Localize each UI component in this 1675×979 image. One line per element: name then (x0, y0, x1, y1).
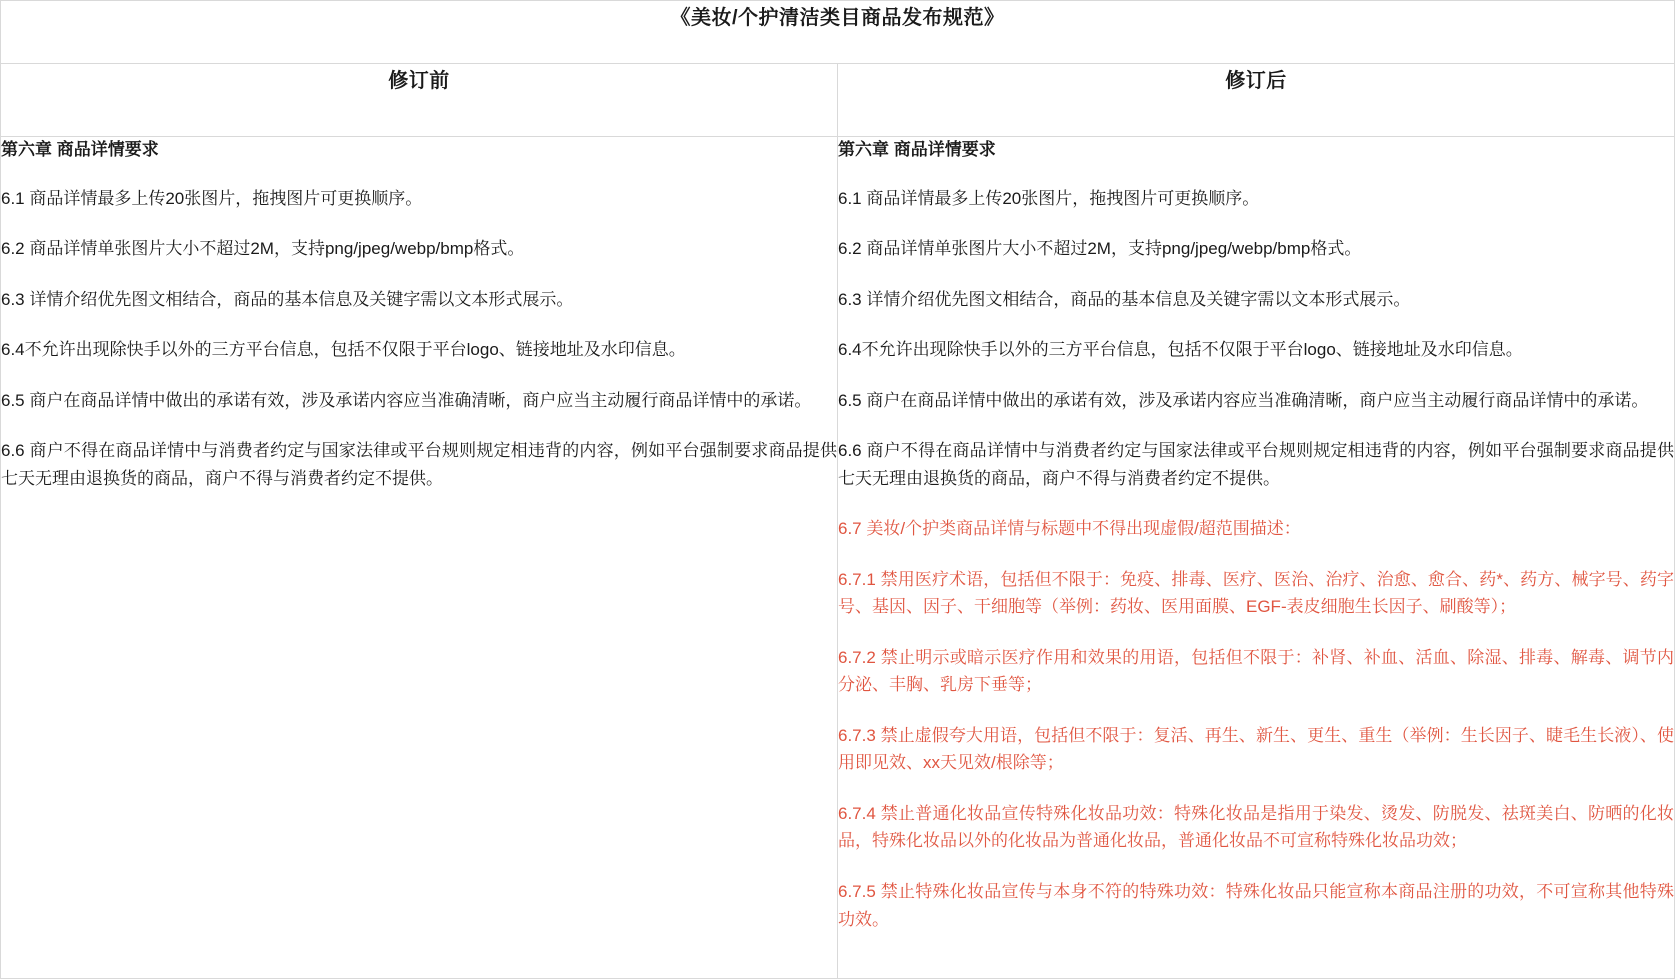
clause-6-4: 6.4不允许出现除快手以外的三方平台信息，包括不仅限于平台logo、链接地址及水印信息。 (838, 340, 1523, 360)
clause-6-3: 6.3 详情介绍优先图文相结合，商品的基本信息及关键字需以文本形式展示。 (1, 289, 574, 309)
clause-6-7-2: 6.7.2 禁止明示或暗示医疗作用和效果的用语，包括但不限于：补肾、补血、活血、除湿、排毒、解毒、调节内分泌、丰胸、乳房下垂等； (838, 647, 1674, 695)
clause-6-6: 6.6 商户不得在商品详情中与消费者约定与国家法律或平台规则规定相违背的内容，例如平台强制要求商品提供七天无理由退换货的商品，商户不得与消费者约定不提供。 (1, 441, 837, 488)
table-header-row (1, 64, 1675, 137)
before-revision-cell (1, 137, 838, 979)
clause-6-7-4: 6.7.4 禁止普通化妆品宣传特殊化妆品功效：特殊化妆品是指用于染发、烫发、防脱发、祛斑美白、防晒的化妆品，特殊化妆品以外的化妆品为普通化妆品，普通化妆品不可宣称特殊化妆品功效； (838, 803, 1674, 851)
clause-6-3: 6.3 详情介绍优先图文相结合，商品的基本信息及关键字需以文本形式展示。 (838, 289, 1411, 309)
after-clause-list (838, 185, 1674, 934)
clause-6-1: 6.1 商品详情最多上传20张图片，拖拽图片可更换顺序。 (838, 188, 1260, 208)
clause-6-5: 6.5 商户在商品详情中做出的承诺有效，涉及承诺内容应当准确清晰，商户应当主动履行商品详情中的承诺。 (1, 390, 812, 410)
after-revision-cell (838, 137, 1675, 979)
column-header-after: 修订后 (838, 64, 1675, 137)
before-clause-list (1, 185, 837, 493)
before-chapter-heading: 第六章 商品详情要求 (1, 140, 159, 159)
clause-6-2: 6.2 商品详情单张图片大小不超过2M，支持png/jpeg/webp/bmp格式。 (1, 239, 525, 259)
clause-6-1: 6.1 商品详情最多上传20张图片，拖拽图片可更换顺序。 (1, 188, 423, 208)
clause-6-6: 6.6 商户不得在商品详情中与消费者约定与国家法律或平台规则规定相违背的内容，例如平台强制要求商品提供七天无理由退换货的商品，商户不得与消费者约定不提供。 (838, 441, 1674, 488)
document-title: 《美妆/个护清洁类目商品发布规范》 (1, 1, 1675, 64)
clause-6-5: 6.5 商户在商品详情中做出的承诺有效，涉及承诺内容应当准确清晰，商户应当主动履行商品详情中的承诺。 (838, 390, 1649, 410)
clause-6-2: 6.2 商品详情单张图片大小不超过2M，支持png/jpeg/webp/bmp格式。 (838, 239, 1362, 259)
after-chapter-heading: 第六章 商品详情要求 (838, 140, 996, 159)
clause-6-7: 6.7 美妆/个护类商品详情与标题中不得出现虚假/超范围描述： (838, 519, 1301, 539)
table-title-row (1, 1, 1675, 64)
table-body-row (1, 137, 1675, 979)
column-header-before: 修订前 (1, 64, 838, 137)
clause-6-4: 6.4不允许出现除快手以外的三方平台信息，包括不仅限于平台logo、链接地址及水印信息。 (1, 340, 686, 360)
clause-6-7-1: 6.7.1 禁用医疗术语，包括但不限于：免疫、排毒、医疗、医治、治疗、治愈、愈合、药*、药方、械字号、药字号、基因、因子、干细胞等（举例：药妆、医用面膜、EGF-表皮细胞生长因子、刷酸等）； (838, 569, 1674, 617)
clause-6-7-5: 6.7.5 禁止特殊化妆品宣传与本身不符的特殊功效：特殊化妆品只能宣称本商品注册的功效，不可宣称其他特殊功效。 (838, 882, 1674, 929)
clause-6-7-3: 6.7.3 禁止虚假夸大用语，包括但不限于：复活、再生、新生、更生、重生（举例：生长因子、睫毛生长液）、使用即见效、xx天见效/根除等； (838, 725, 1674, 773)
